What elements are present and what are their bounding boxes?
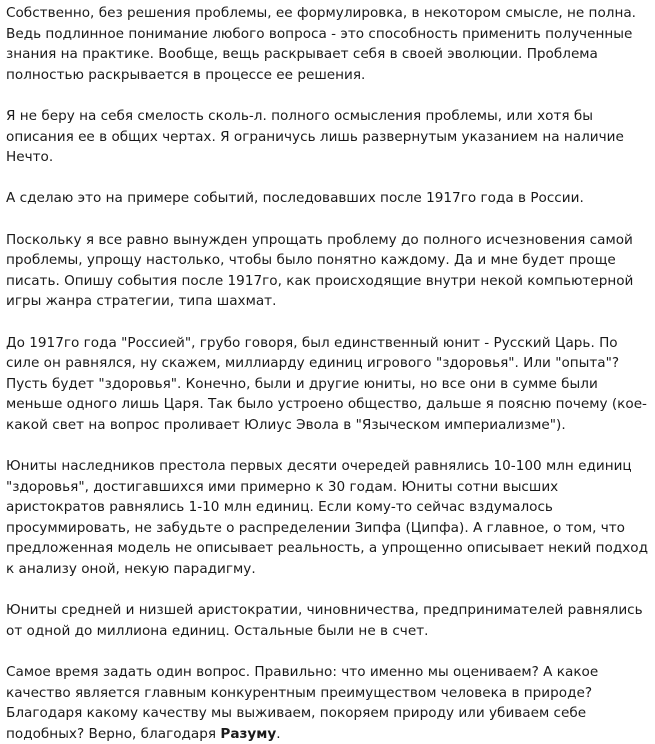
paragraph-5: До 1917го года "Россией", грубо говоря, был единственный юнит - Русский Царь. По силе он равнялся, ну скажем, миллиарду единиц игрового "здоровья". Или "опыта"? Пусть будет "здоровья". Конечно, были и другие юниты, но все они в сумме были меньше одного лишь Царя. Так было устроено общество, дальше я поясню почему (кое-какой свет на вопрос проливает Юлиус Эвола в "Языческом империализме"). [6, 334, 647, 433]
paragraph-6: Юниты наследников престола первых десяти очередей равнялись 10-100 млн единиц "здоровья", достигавшихся ими примерно к 30 годам. Юниты сотни высших аристократов равнялись 1-10 млн единиц. Если кому-то сейчас вздумалось просуммировать, не забудьте о распределении Зипфа (Ципфа). А главное, о том, что предложенная модель не описывает реальность, а упрощенно описывает некий подход к анализу оной, некую парадигму. [6, 458, 649, 578]
paragraph-3: А сделаю это на примере событий, последовавших после 1917го года в России. [6, 190, 584, 207]
paragraph-1: Собственно, без решения проблемы, ее формулировка, в некотором смысле, не полна. Ведь подлинное понимание любого вопроса - это способность применить полученные знания на практике. Вообще, вещь раскрывает себя в своей эволюции. Проблема полностью раскрывается в процессе ее решения. [6, 5, 636, 83]
paragraph-2: Я не беру на себя смелость сколь-л. полного осмысления проблемы, или хотя бы описания ее в общих чертах. Я ограничусь лишь развернутым указанием на наличие Нечто. [6, 107, 624, 166]
paragraph-7: Юниты средней и низшей аристократии, чиновничества, предпринимателей равнялись от одной до миллиона единиц. Остальные были не в счет. [6, 602, 643, 639]
paragraph-8 [6, 662, 649, 744]
paragraph-8-end: . [276, 725, 281, 742]
paragraph-4: Поскольку я все равно вынужден упрощать проблему до полного исчезновения самой проблемы, упрощу настолько, чтобы было понятно каждому. Да и мне будет проще писать. Опишу события после 1917го, как происходящие внутри некой компьютерной игры жанра стратегии, типа шахмат. [6, 231, 634, 310]
emphasis-word: Разуму [220, 725, 277, 742]
paragraph-8-text: Самое время задать один вопрос. Правильно: что именно мы оцениваем? А какое качество является главным конкурентным преимуществом человека в природе? Благодаря какому качеству мы выживаем, покоряем природу или убиваем себе подобных? Верно, благодаря [6, 664, 599, 742]
